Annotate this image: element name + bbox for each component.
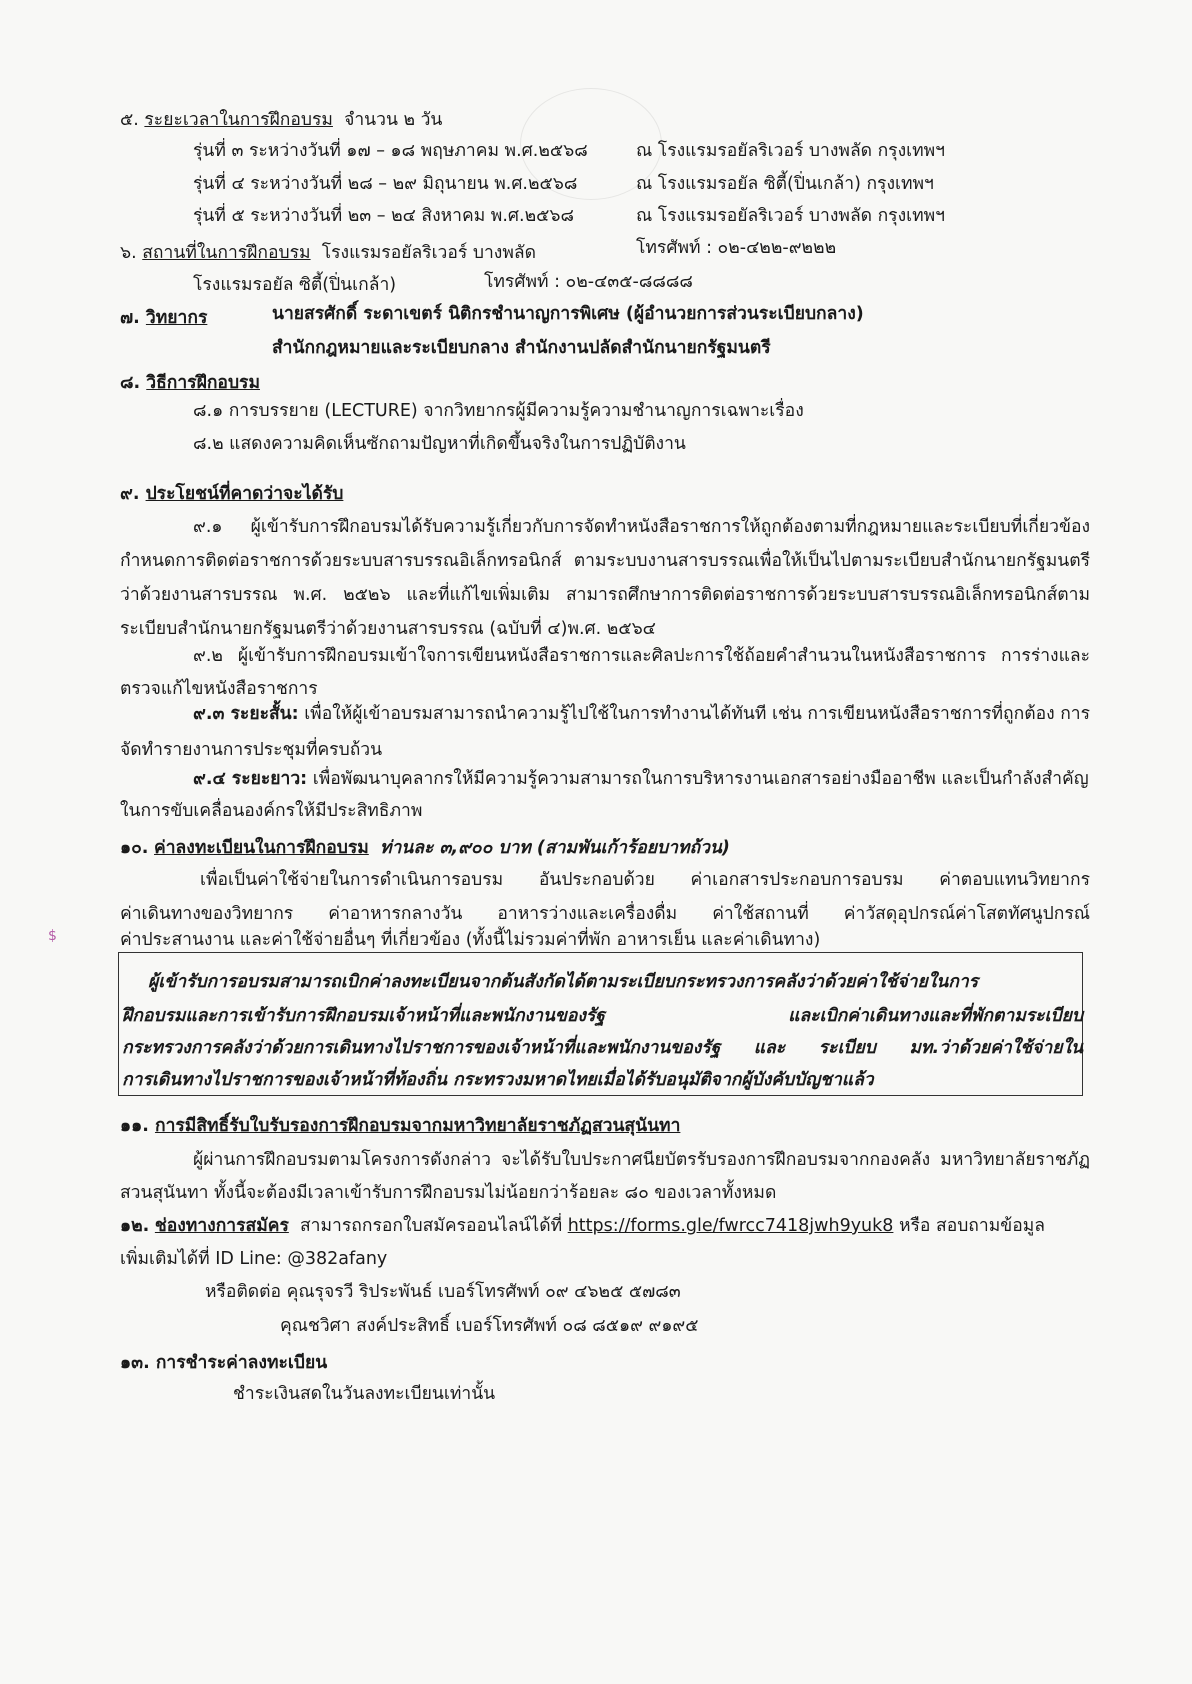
s9-p3-line-2: จัดทำรายงานการประชุมที่ครบถ้วน bbox=[120, 740, 383, 760]
s6-heading-line: ๖. สถานที่ในการฝึกอบรม โรงแรมรอยัลริเวอร์ บางพลัด bbox=[120, 243, 536, 263]
box-line-1: ผู้เข้ารับการอบรมสามารถเบิกค่าลงทะเบียนจากต้นสังกัดได้ตามระเบียบกระทรวงการคลังว่าด้วยค่าใช้จ่ายในการ bbox=[148, 972, 979, 992]
s12-heading-line: ๑๒. ช่องทางการสมัคร สามารถกรอกใบสมัครออนไลน์ได้ที่ https://forms.gle/fwrcc7418jwh9yuk8 หรือ สอบถามข้อมูล bbox=[120, 1216, 1045, 1236]
s9-p3-label: ๙.๓ ระยะสั้น: bbox=[193, 704, 299, 724]
s9-heading-line: ๙. ประโยชน์ที่คาดว่าจะได้รับ bbox=[120, 484, 344, 504]
s5-session-5-venue: ณ โรงแรมรอยัลริเวอร์ บางพลัด กรุงเทพฯ bbox=[636, 206, 946, 226]
s6-place-1: โรงแรมรอยัลริเวอร์ บางพลัด bbox=[321, 243, 536, 263]
pen-mark: $ bbox=[48, 928, 57, 944]
s9-p1-line-2: กำหนดการติดต่อราชการด้วยระบบสารบรรณอิเล็กทรอนิกส์ ตามระบบงานสารบรรณเพื่อให้เป็นไปตามระเบียบสำนักนายกรัฐมนตรี bbox=[120, 551, 1090, 571]
s12-post-link: หรือ สอบถามข้อมูล bbox=[899, 1216, 1045, 1236]
s5-heading-line: ๕. ระยะเวลาในการฝึกอบรม จำนวน ๒ วัน bbox=[120, 110, 443, 130]
s5-heading: ระยะเวลาในการฝึกอบรม bbox=[144, 110, 333, 130]
box-line-2: ฝึกอบรมและการเข้ารับการฝึกอบรมเจ้าหน้าที่และพนักงานของรัฐ และเบิกค่าเดินทางและที่พักตามระเบียบ bbox=[122, 1006, 1083, 1026]
s11-heading: การมีสิทธิ์รับใบรับรองการฝึกอบรมจากมหาวิทยาลัยราชภัฏสวนสุนันทา bbox=[154, 1116, 681, 1136]
s12-contact-2: คุณชวิศา สงค์ประสิทธิ์ เบอร์โทรศัพท์ ๐๘ ๘๕๑๙ ๙๑๙๕ bbox=[280, 1316, 699, 1336]
s13-body: ชำระเงินสดในวันลงทะเบียนเท่านั้น bbox=[233, 1384, 496, 1404]
s9-p1-line-4: ระเบียบสำนักนายกรัฐมนตรีว่าด้วยงานสารบรรณ (ฉบับที่ ๔)พ.ศ. ๒๕๖๔ bbox=[120, 619, 656, 639]
s10-body-line-3: ค่าประสานงาน และค่าใช้จ่ายอื่นๆ ที่เกี่ยวข้อง (ทั้งนี้ไม่รวมค่าที่พัก อาหารเย็น และค่าเดินทาง) bbox=[120, 930, 821, 950]
s5-session-3: รุ่นที่ ๓ ระหว่างวันที่ ๑๗ – ๑๘ พฤษภาคม พ.ศ.๒๕๖๘ bbox=[193, 141, 588, 161]
s11-body-line-1: ผู้ผ่านการฝึกอบรมตามโครงการดังกล่าว จะได้รับใบประกาศนียบัตรรับรองการฝึกอบรมจากกองคลัง มหาวิทยาลัยราชภัฏ bbox=[193, 1150, 1090, 1170]
s10-heading: ค่าลงทะเบียนในการฝึกอบรม bbox=[154, 838, 369, 858]
s5-session-4-venue: ณ โรงแรมรอยัล ซิตี้(ปิ่นเกล้า) กรุงเทพฯ bbox=[636, 174, 934, 194]
s7-heading-line: ๗. วิทยากร bbox=[120, 308, 208, 328]
s13-heading-line: ๑๓. การชำระค่าลงทะเบียน bbox=[120, 1353, 328, 1373]
s8-item-2: ๘.๒ แสดงความคิดเห็นซักถามปัญหาที่เกิดขึ้นจริงในการปฏิบัติงาน bbox=[193, 434, 686, 454]
s10-body-line-1: เพื่อเป็นค่าใช้จ่ายในการดำเนินการอบรม อันประกอบด้วย ค่าเอกสารประกอบการอบรม ค่าตอบแทนวิทยากร bbox=[200, 870, 1090, 890]
s12-line-2: เพิ่มเติมได้ที่ ID Line: @382afany bbox=[120, 1249, 388, 1269]
s5-amount: จำนวน ๒ วัน bbox=[344, 110, 443, 130]
s9-p3-line-1: ๙.๓ ระยะสั้น: เพื่อให้ผู้เข้าอบรมสามารถนำความรู้ไปใช้ในการทำงานได้ทันที เช่น การเขียนหนังสือราชการที่ถูกต้อง การ bbox=[193, 704, 1091, 724]
s10-body-line-2: ค่าเดินทางของวิทยากร ค่าอาหารกลางวัน อาหารว่างและเครื่องดื่ม ค่าใช้สถานที่ ค่าวัสดุอุปกรณ์ค่าโสตทัศนูปกรณ์ bbox=[120, 904, 1090, 924]
s11-body-line-2: สวนสุนันทา ทั้งนี้จะต้องมีเวลาเข้ารับการฝึกอบรมไม่น้อยกว่าร้อยละ ๘๐ ของเวลาทั้งหมด bbox=[120, 1183, 777, 1203]
s8-heading: วิธีการฝึกอบรม bbox=[146, 373, 260, 393]
s9-p4-label: ๙.๔ ระยะยาว: bbox=[193, 769, 308, 789]
s6-phone-2: โทรศัพท์ : ๐๒-๔๓๕-๘๘๘๘ bbox=[484, 272, 693, 292]
s6-phone-1: โทรศัพท์ : ๐๒-๔๒๒-๙๒๒๒ bbox=[636, 238, 837, 258]
s6-place-2: โรงแรมรอยัล ซิตี้(ปิ่นเกล้า) bbox=[193, 275, 397, 295]
s5-session-5: รุ่นที่ ๕ ระหว่างวันที่ ๒๓ – ๒๔ สิงหาคม พ.ศ.๒๕๖๘ bbox=[193, 206, 574, 226]
s7-line-2: สำนักกฎหมายและระเบียบกลาง สำนักงานปลัดสำนักนายกรัฐมนตรี bbox=[272, 338, 771, 358]
s7-heading: วิทยากร bbox=[145, 308, 208, 328]
s11-heading-line: ๑๑. การมีสิทธิ์รับใบรับรองการฝึกอบรมจากมหาวิทยาลัยราชภัฏสวนสุนันทา bbox=[120, 1116, 681, 1136]
s6-heading: สถานที่ในการฝึกอบรม bbox=[142, 243, 311, 263]
s9-heading: ประโยชน์ที่คาดว่าจะได้รับ bbox=[145, 484, 344, 504]
s9-p4-line-2: ในการขับเคลื่อนองค์กรให้มีประสิทธิภาพ bbox=[120, 801, 423, 821]
s9-p1-line-1: ๙.๑ ผู้เข้ารับการฝึกอบรมได้รับความรู้เกี่ยวกับการจัดทำหนังสือราชการให้ถูกต้องตามที่กฎหมายและระเบียบที่เกี่ยวข้อง bbox=[193, 517, 1090, 537]
s9-p1-line-3: ว่าด้วยงานสารบรรณ พ.ศ. ๒๕๒๖ และที่แก้ไขเพิ่มเติม สามารถศึกษาการติดต่อราชการด้วยระบบสารบรรณอิเล็กทรอนิกส์ตาม bbox=[120, 585, 1090, 605]
s8-heading-line: ๘. วิธีการฝึกอบรม bbox=[120, 373, 260, 393]
s9-p2-line-2: ตรวจแก้ไขหนังสือราชการ bbox=[120, 679, 318, 699]
s7-line-1: นายสรศักดิ์ ระดาเขตร์ นิติกรชำนาญการพิเศษ (ผู้อำนวยการส่วนระเบียบกลาง) bbox=[272, 304, 864, 324]
s13-heading: การชำระค่าลงทะเบียน bbox=[155, 1353, 328, 1373]
s5-session-3-venue: ณ โรงแรมรอยัลริเวอร์ บางพลัด กรุงเทพฯ bbox=[636, 141, 946, 161]
s8-item-1: ๘.๑ การบรรยาย (LECTURE) จากวิทยากรผู้มีความรู้ความชำนาญการเฉพาะเรื่อง bbox=[193, 401, 804, 421]
registration-form-link[interactable]: https://forms.gle/fwrcc7418jwh9yuk8 bbox=[567, 1216, 894, 1236]
s12-pre-link: สามารถกรอกใบสมัครออนไลน์ได้ที่ bbox=[300, 1216, 563, 1236]
s5-session-4: รุ่นที่ ๔ ระหว่างวันที่ ๒๘ – ๒๙ มิถุนายน พ.ศ.๒๕๖๘ bbox=[193, 174, 578, 194]
s12-heading: ช่องทางการสมัคร bbox=[154, 1216, 289, 1236]
s9-p4-line-1: ๙.๔ ระยะยาว: เพื่อพัฒนาบุคลากรให้มีความรู้ความสามารถในการบริหารงานเอกสารอย่างมืออาชีพ และเป็นกำลังสำคัญ bbox=[193, 769, 1089, 789]
s12-contact-1: หรือติดต่อ คุณรุจรวี ริประพันธ์ เบอร์โทรศัพท์ ๐๙ ๔๖๒๕ ๕๗๘๓ bbox=[205, 1282, 681, 1302]
s9-p2-line-1: ๙.๒ ผู้เข้ารับการฝึกอบรมเข้าใจการเขียนหนังสือราชการและศิลปะการใช้ถ้อยคำสำนวนในหนังสือราชการ การร่างและ bbox=[193, 646, 1090, 666]
box-line-4: การเดินทางไปราชการของเจ้าหน้าที่ท้องถิ่น กระทรวงมหาดไทยเมื่อได้รับอนุมัติจากผู้บังคับบัญชาแล้ว bbox=[122, 1070, 874, 1090]
box-line-3: กระทรวงการคลังว่าด้วยการเดินทางไปราชการของเจ้าหน้าที่และพนักงานของรัฐ และ ระเบียบ มท.ว่าด้วยค่าใช้จ่ายใน bbox=[122, 1038, 1083, 1058]
s10-heading-line: ๑๐. ค่าลงทะเบียนในการฝึกอบรม ท่านละ ๓,๙๐๐ บาท (สามพันเก้าร้อยบาทถ้วน) bbox=[120, 838, 730, 858]
s10-fee: ท่านละ ๓,๙๐๐ บาท (สามพันเก้าร้อยบาทถ้วน) bbox=[379, 838, 730, 858]
